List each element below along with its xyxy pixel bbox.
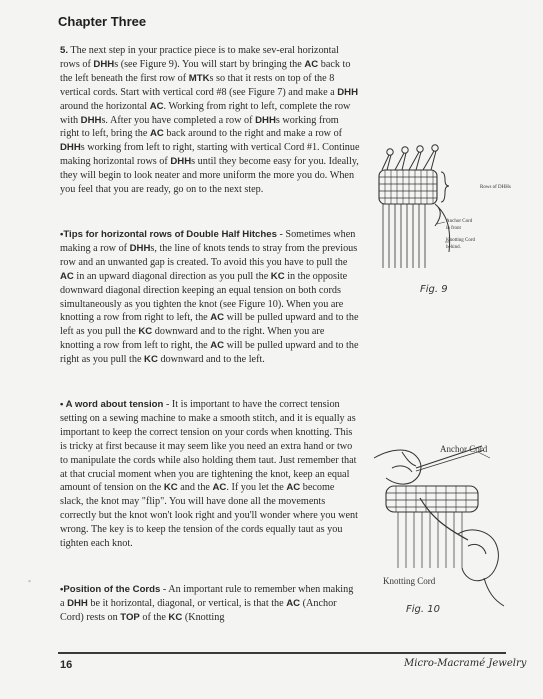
paragraph-tension: • A word about tension - It is important to have the correct tension setting on a sewing machine to make a smooth stitch, and it is equally as important to keep the correct tension on your cords when knotting. This is tricky at first because it may seem like you need an extra hand or two to manipulate the cords while also holding them taut. Just remember that at that crucial moment when you are tightening the knot, keep an equal amount of tension on the KC and the AC. If you let the AC become slack, the knot may "flip". You will have done all the movements correctly but the knot won't look right and you'll wonder where you went wrong. The key is to keep the tension of the cords equally taut as you tighten each knot.	[60, 399, 358, 550]
footer-rule	[58, 652, 506, 654]
tension-heading: • A word about tension	[60, 399, 164, 410]
paragraph-step-5: 5. The next step in your practice piece is to make sev-eral horizontal rows of DHHs (see Figure 9). You will start by bringing the AC back to the left beneath the first row of MTKs so that it rests on top of the 8 vertical cords. Start with vertical cord #8 (see Figure 7) and make a DHH around the horizontal AC. Working from right to left, complete the row with DHHs. After you have completed a row of DHHs working from right to left, bring the AC back around to the right and make a row of DHHs working from left to right, starting with vertical Cord #1. Continue making horizontal rows of DHHs until they become easy for you. Ideally, they will begin to look neater and more uniform the more you do. When you feel that you are ready, go on to the next step.	[60, 45, 360, 196]
paragraph-tips: •Tips for horizontal rows of Double Half Hitches - Sometimes when making a row of DHHs, the line of knots tends to stray from the previous row and an unwanted gap is created. To avoid this you have to pull the AC in an upward diagonal direction as you pull the KC in the opposite downward diagonal direction keeping an equal tension on both cords simultaneously as you tighten the knot (see Figure 10). When you are knotting a row from right to left, the AC will be pulled upward and to the left as you pull the KC downward and to the right. When you are knotting a row from left to right, the AC will be pulled upward and to the right as you pull the KC downward and to the left.	[60, 229, 359, 366]
tips-heading: •Tips for horizontal rows of Double Half Hitches	[60, 229, 277, 240]
label-knotting-cord-behind: Knotting Cord behind.	[446, 238, 476, 250]
page-number: 16	[60, 659, 73, 671]
position-heading: •Position of the Cords	[60, 584, 161, 595]
figure-10-caption: Fig. 10	[406, 604, 440, 615]
step-number: 5.	[60, 45, 69, 56]
label-knotting-cord: Knotting Cord	[383, 576, 436, 586]
label-rows-of-dhhs: Rows of DHHs	[480, 185, 511, 190]
paragraph-cord-position: •Position of the Cords - An important rule to remember when making a DHH be it horizontal, diagonal, or vertical, is that the AC (Anchor Cord) rests on TOP of the KC (Knotting	[60, 584, 354, 623]
margin-mark: *	[28, 580, 31, 586]
book-title: Micro-Macramé Jewelry	[404, 658, 527, 669]
figure-10-illustration	[372, 428, 522, 624]
figure-9-caption: Fig. 9	[420, 284, 448, 295]
chapter-heading: Chapter Three	[58, 14, 147, 29]
label-anchor-cord-in-front: Anchor Cord in front	[446, 219, 473, 231]
label-anchor-cord: Anchor Cord	[440, 444, 488, 454]
figure-9-illustration	[365, 140, 525, 300]
